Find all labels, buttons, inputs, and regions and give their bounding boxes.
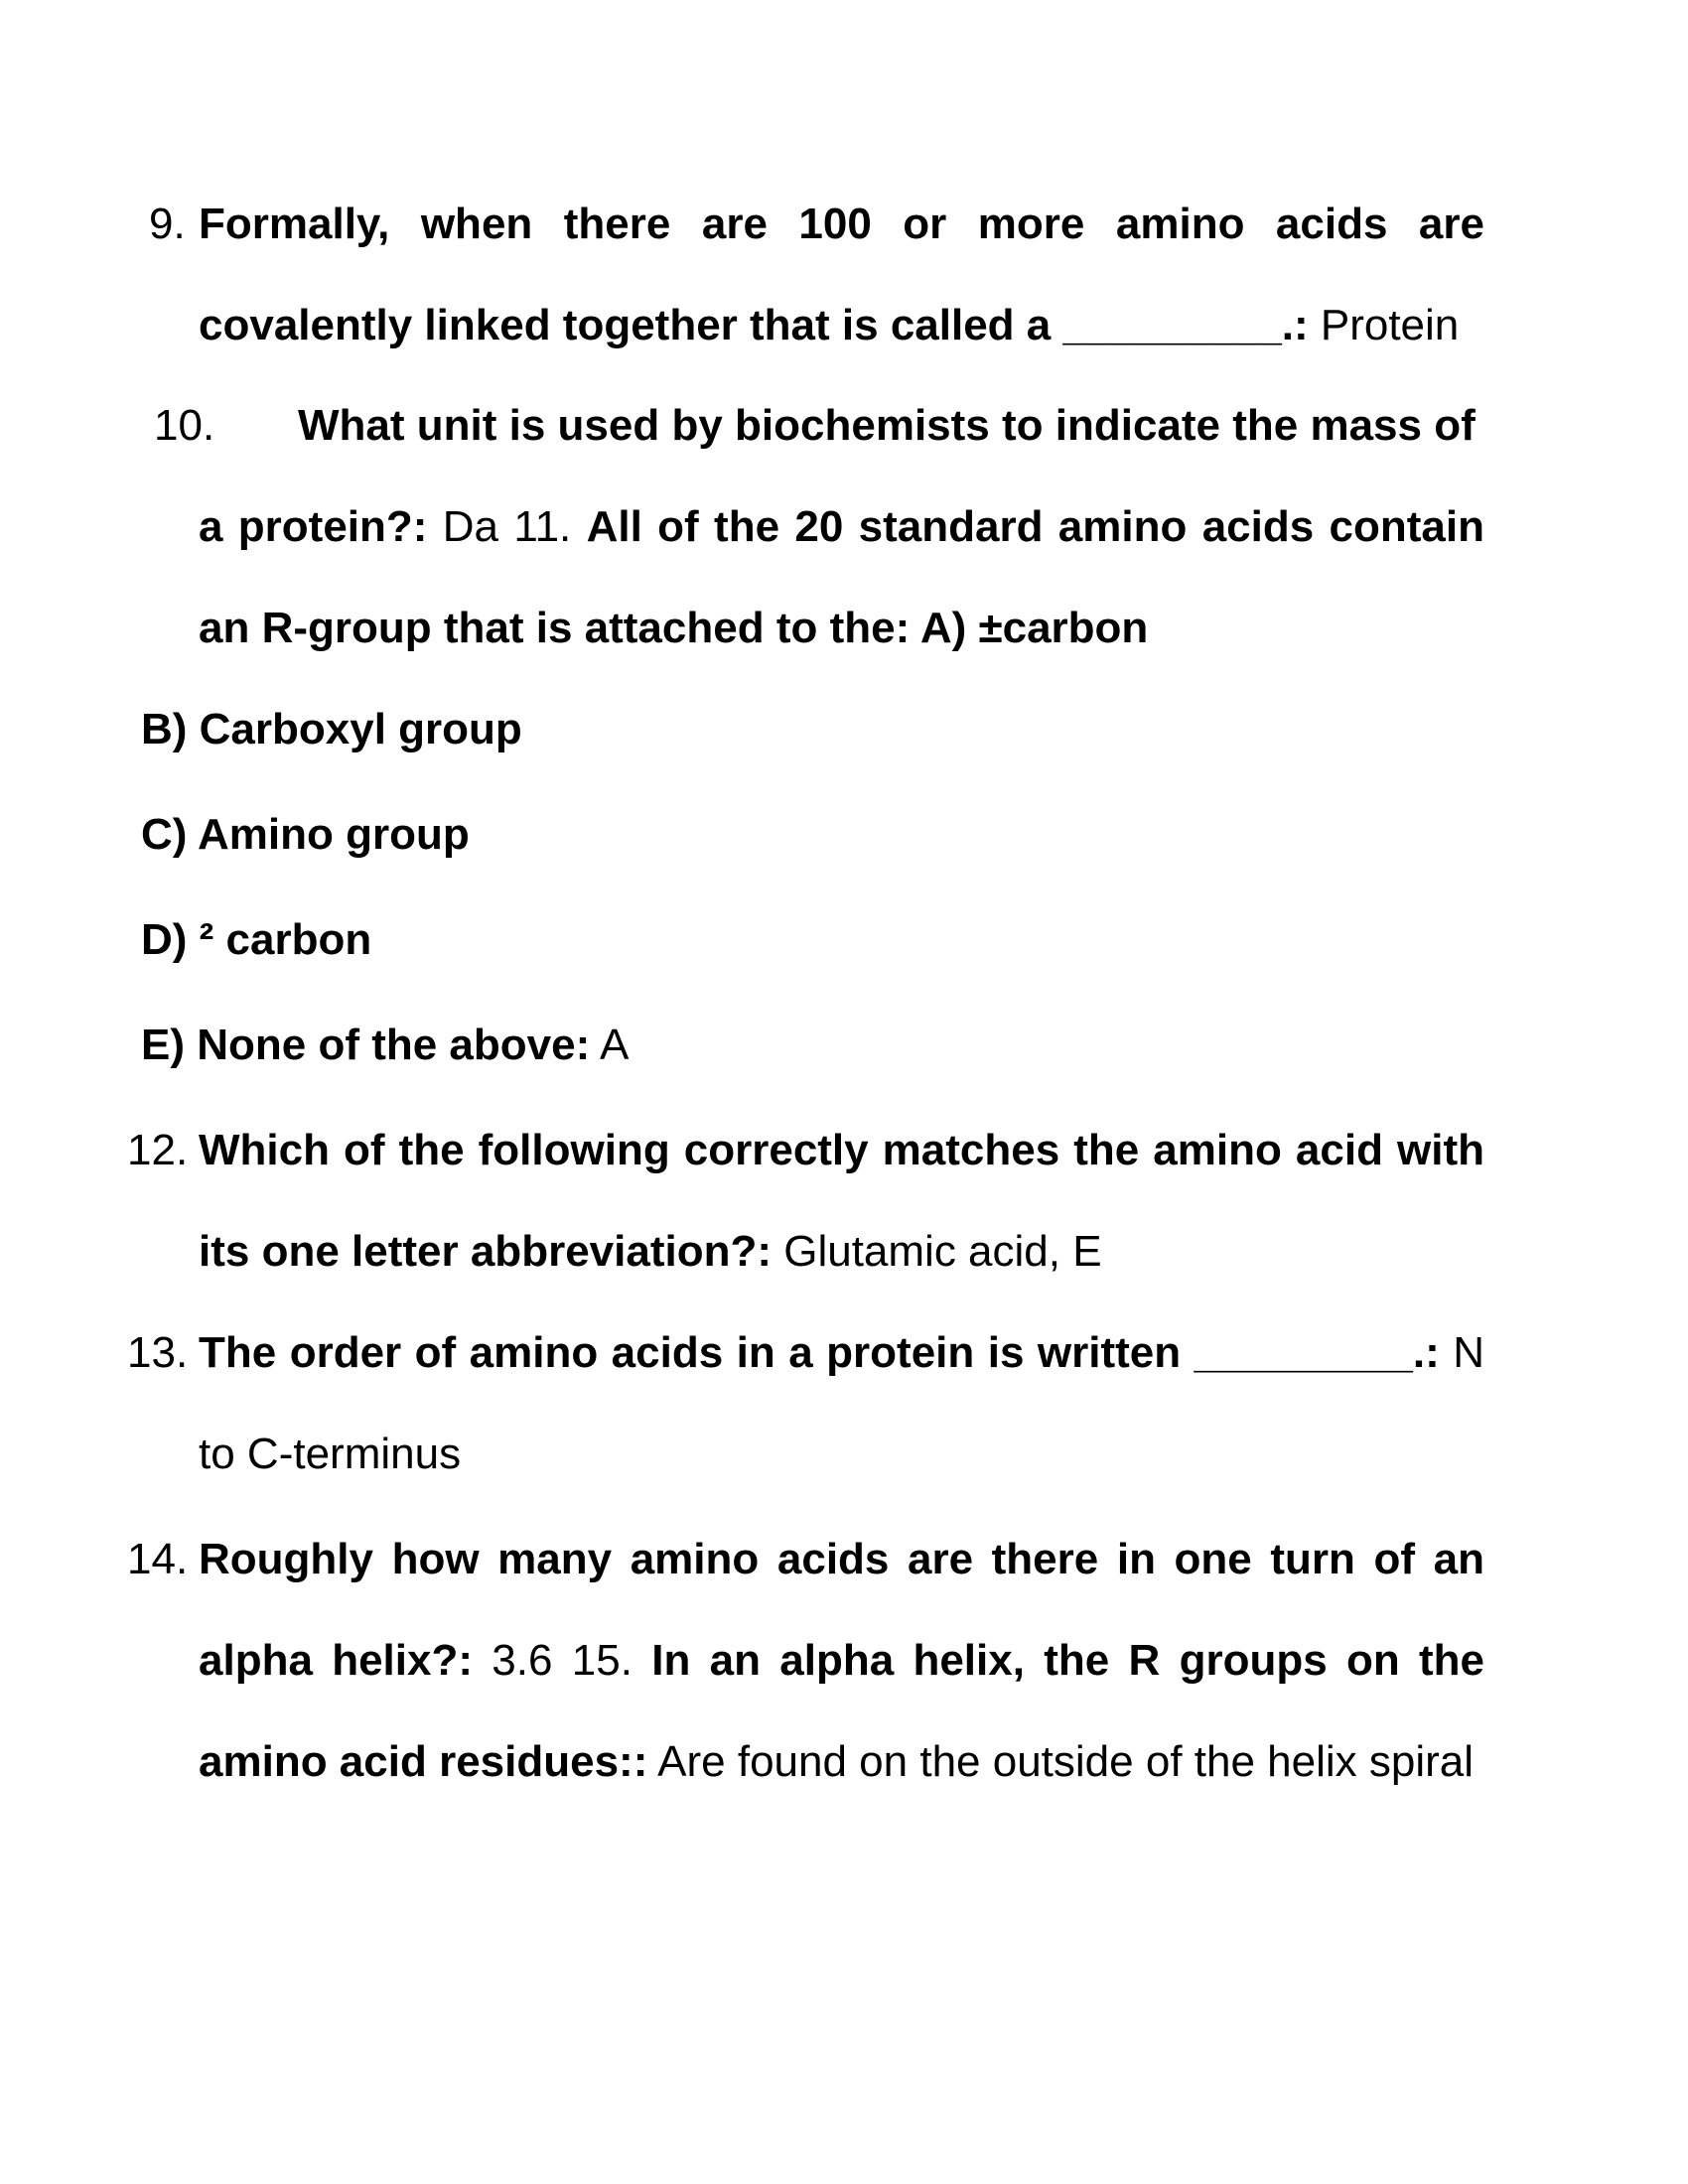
q15-question-text: amino acid residues:: — [199, 1737, 648, 1786]
q12-number: 12. — [127, 1126, 189, 1174]
q11-option-b: B) Carboxyl group — [141, 705, 522, 753]
q15-question-line1: In an alpha helix, the R groups on the — [651, 1636, 1484, 1685]
q14-answer: 3.6 — [492, 1636, 553, 1685]
q15-number: 15. — [571, 1636, 633, 1685]
q9-question-text: covalently linked together that is called a _________.: — [199, 301, 1309, 349]
q13-question-text: The order of amino acids in a protein is written _________.: — [199, 1328, 1440, 1377]
q11-answer: A — [600, 1021, 630, 1069]
q14-number: 14. — [127, 1535, 189, 1583]
q12-question-line1: Which of the following correctly matches the amino acid with — [199, 1126, 1484, 1174]
q15-question-line2 — [199, 1736, 1474, 1788]
q14-q15-line — [199, 1635, 1484, 1687]
q11-option-d: D) ² carbon — [141, 915, 372, 964]
q11-question-line1: All of the 20 standard amino acids contain — [586, 502, 1485, 551]
q11-option-e: E) None of the above: — [141, 1021, 591, 1069]
q11-option-c: C) Amino group — [141, 810, 470, 859]
q13-answer-part2: to C-terminus — [199, 1430, 462, 1478]
q12-question-text: its one letter abbreviation?: — [199, 1227, 772, 1276]
q9-question-line2 — [199, 300, 1459, 351]
q14-question-line1: Roughly how many amino acids are there in one turn of an — [199, 1535, 1484, 1583]
q13-question-line1 — [199, 1327, 1484, 1379]
q11-question-line2: an R-group that is attached to the: A) ±carbon — [199, 604, 1149, 652]
q15-answer: Are found on the outside of the helix spiral — [657, 1737, 1475, 1786]
q13-answer-part1: N — [1453, 1328, 1485, 1377]
q13-number: 13. — [127, 1328, 189, 1377]
q14-question-text: alpha helix?: — [199, 1636, 473, 1685]
q11-number: 11. — [513, 502, 572, 551]
q9-number: 9. — [149, 200, 186, 248]
q10-answer: Da — [442, 502, 499, 551]
q9-answer: Protein — [1320, 301, 1460, 349]
q10-question-text: a protein?: — [199, 502, 428, 551]
q12-answer: Glutamic acid, E — [783, 1227, 1102, 1276]
q10-q11-line — [199, 501, 1484, 553]
q9-question-line1: Formally, when there are 100 or more amino acids are — [199, 200, 1484, 248]
q10-question-line1: What unit is used by biochemists to indicate the mass of — [298, 401, 1476, 450]
q10-number: 10. — [154, 401, 215, 450]
q12-question-line2 — [199, 1226, 1102, 1278]
q11-option-e-line — [141, 1020, 629, 1071]
